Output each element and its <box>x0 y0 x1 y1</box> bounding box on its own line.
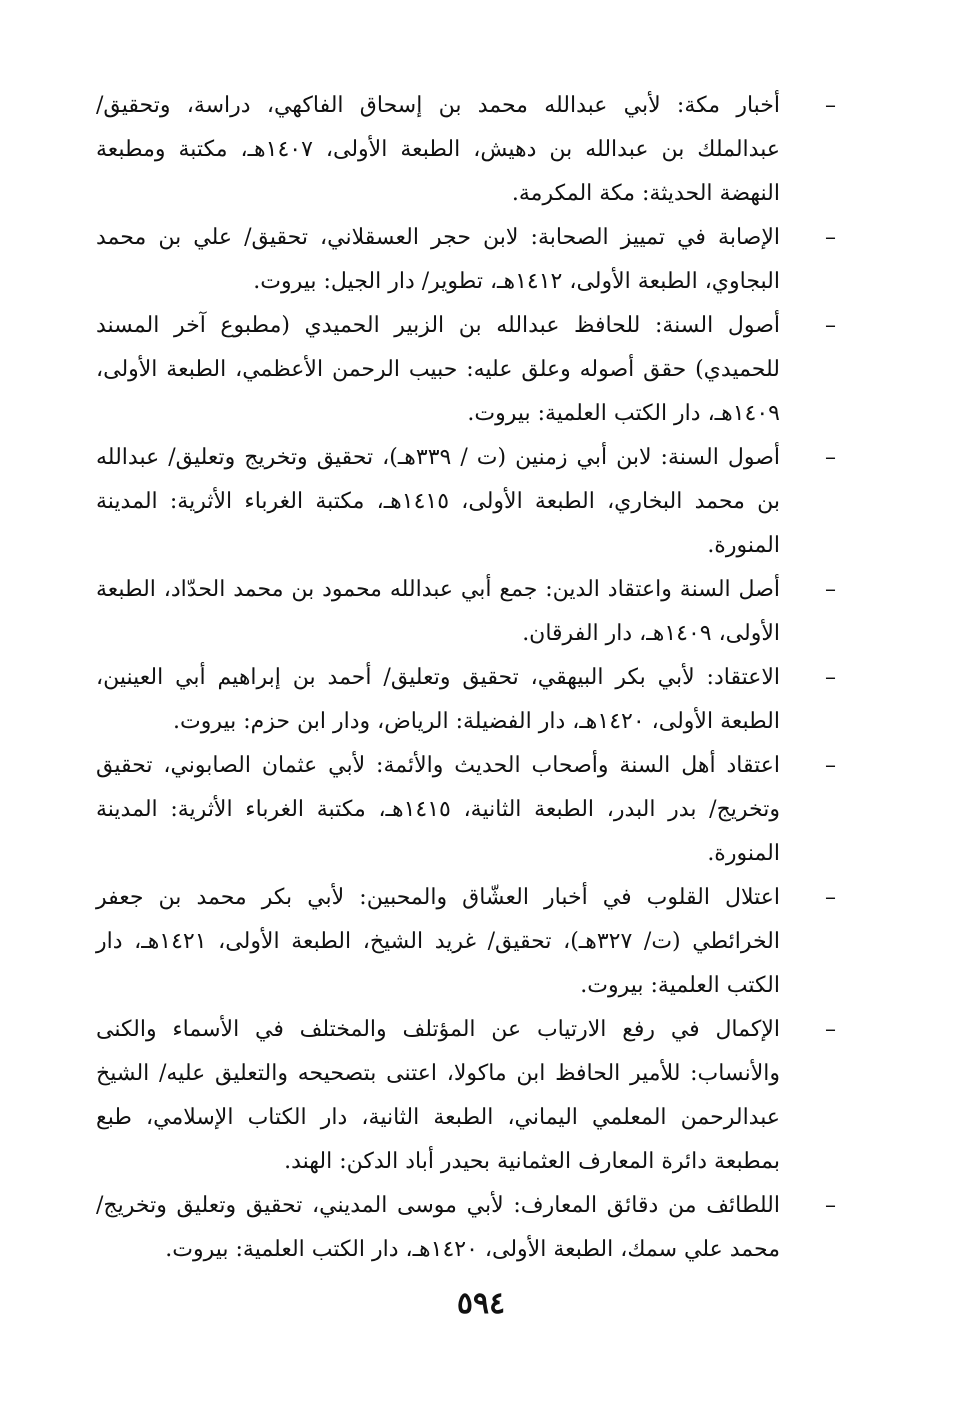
entry-text: اعتقاد أهل السنة وأصحاب الحديث والأئمة: لأبي عثمان الصابوني، تحقيق وتخريج/ بدر البدر، الطبعة الثانية، ١٤١٥هـ، مكتبة الغرباء الأثرية: المدينة المنورة. <box>96 753 780 866</box>
entry-text: أخبار مكة: لأبي عبدالله محمد بن إسحاق الفاكهي، دراسة، وتحقيق/ عبدالملك بن عبدالله بن دهيش، الطبعة الأولى، ١٤٠٧هـ، مكتبة ومطبعة النهضة الحديثة: مكة المكرمة. <box>96 93 780 206</box>
entry-text: أصول السنة: للحافظ عبدالله بن الزبير الحميدي (مطبوع آخر المسند للحميدي) حقق أصوله وعلق عليه: حبيب الرحمن الأعظمي، الطبعة الأولى، ١٤٠٩هـ، دار الكتب العلمية: بيروت. <box>96 313 780 426</box>
entry-dash: – <box>825 665 836 690</box>
entry-dash: – <box>825 577 836 602</box>
entry-dash: – <box>825 1193 836 1218</box>
bibliography-entry <box>96 876 836 1008</box>
entry-text: الإكمال في رفع الارتياب عن المؤتلف والمختلف في الأسماء والكنى والأنساب: للأمير الحافظ ابن ماكولا، اعتنى بتصحيحه والتعليق عليه/ الشيخ عبدالرحمن المعلمي اليماني، الطبعة الثانية، دار الكتاب الإسلامي، طبع بمطبعة دائرة المعارف العثمانية بحيدر أباد الدكن: الهند. <box>96 1017 780 1174</box>
entry-dash: – <box>825 445 836 470</box>
entry-text: الاعتقاد: لأبي بكر البيهقي، تحقيق وتعليق/ أحمد بن إبراهيم أبي العينين، الطبعة الأولى، ١٤٢٠هـ، دار الفضيلة: الرياض، ودار ابن حزم: بيروت. <box>96 665 780 734</box>
entry-dash: – <box>825 753 836 778</box>
entry-text: أصول السنة: لابن أبي زمنين (ت / ٣٣٩هـ)، تحقيق وتخريج وتعليق/ عبدالله بن محمد البخاري، الطبعة الأولى، ١٤١٥هـ، مكتبة الغرباء الأثرية: المدينة المنورة. <box>96 445 780 558</box>
bibliography-entry <box>96 304 836 436</box>
entry-text: أصل السنة واعتقاد الدين: جمع أبي عبدالله محمود بن محمد الحدّاد، الطبعة الأولى، ١٤٠٩هـ، دار الفرقان. <box>96 577 780 646</box>
bibliography-entry <box>96 436 836 568</box>
bibliography-entry <box>96 656 836 744</box>
entry-dash: – <box>825 93 836 118</box>
entry-dash: – <box>825 313 836 338</box>
bibliography-entry <box>96 1184 836 1272</box>
bibliography-entry <box>96 744 836 876</box>
bibliography-entry <box>96 84 836 216</box>
entry-dash: – <box>825 885 836 910</box>
entry-dash: – <box>825 225 836 250</box>
entry-text: اعتلال القلوب في أخبار العشّاق والمحبين: لأبي بكر محمد بن جعفر الخرائطي (ت/ ٣٢٧هـ)، تحقيق/ غريد الشيخ، الطبعة الأولى، ١٤٢١هـ، دار الكتب العلمية: بيروت. <box>96 885 780 998</box>
entry-text: اللطائف من دقائق المعارف: لأبي موسى المديني، تحقيق وتعليق وتخريج/ محمد علي سمك، الطبعة الأولى، ١٤٢٠هـ، دار الكتب العلمية: بيروت. <box>96 1193 780 1262</box>
bibliography-entry <box>96 216 836 304</box>
bibliography-list <box>96 84 836 1272</box>
bibliography-entry <box>96 568 836 656</box>
entry-text: الإصابة في تمييز الصحابة: لابن حجر العسقلاني، تحقيق/ علي بن محمد البجاوي، الطبعة الأولى، ١٤١٢هـ، تطوير/ دار الجيل: بيروت. <box>96 225 780 294</box>
bibliography-entry <box>96 1008 836 1184</box>
entry-dash: – <box>825 1017 836 1042</box>
page-number: ٥٩٤ <box>456 1286 506 1321</box>
